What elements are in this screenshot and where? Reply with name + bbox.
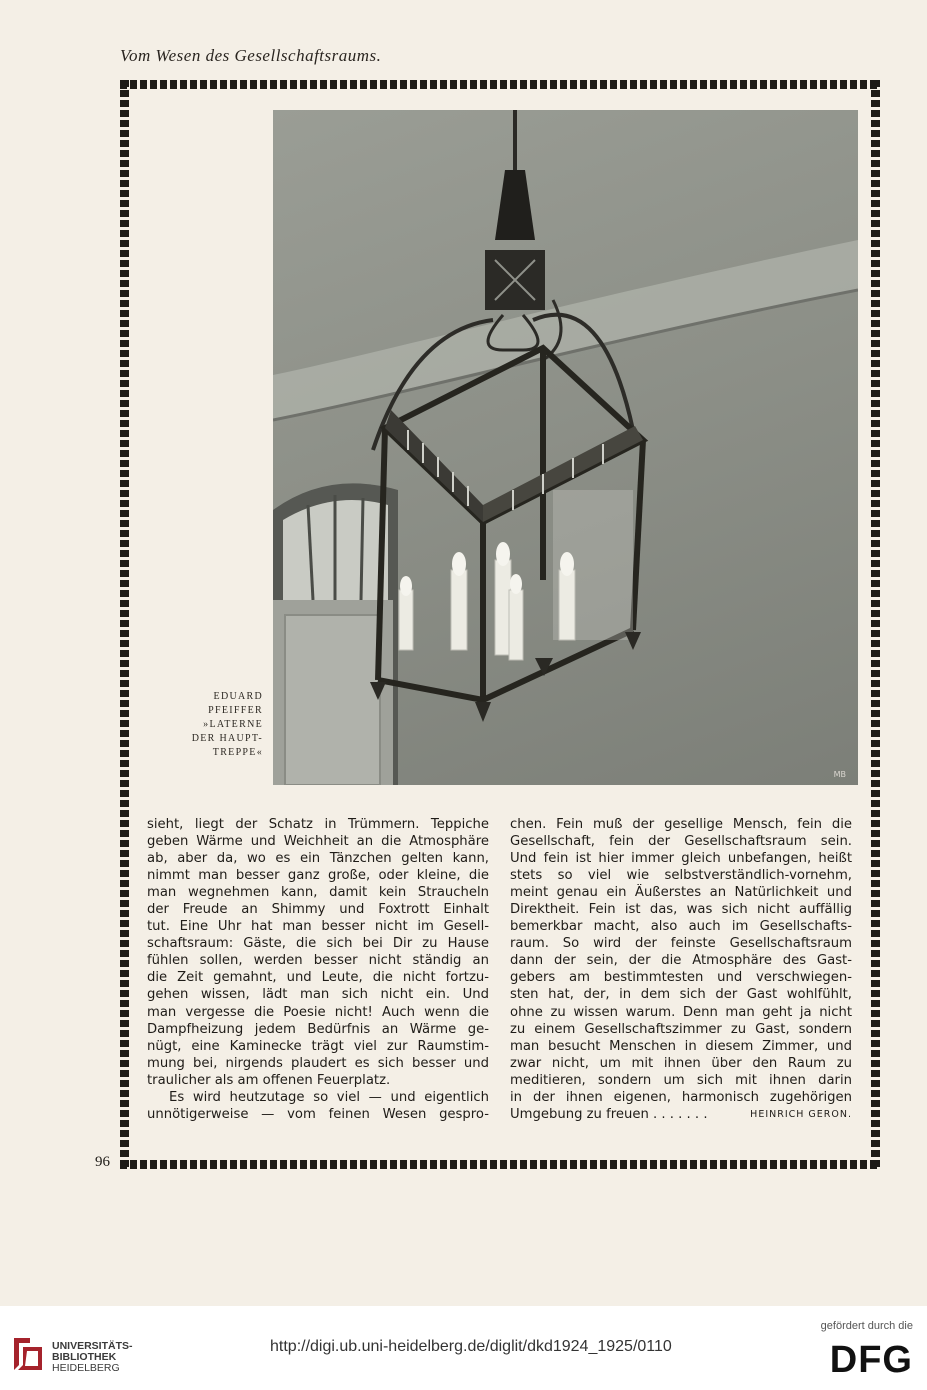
caption-line: EDUARD [213,691,263,702]
text-line: man vergesse die Poesie nicht! Auch wenn die [147,1004,489,1020]
text-line: unnötigerweise — vom feinen Wesen gespro- [147,1106,489,1122]
university-library-name [52,1341,133,1374]
library-name-line: UNIVERSITÄTS- [52,1340,133,1352]
text-line: man wegnehmen kann, damit kein Straucheln [147,885,489,901]
figure-caption [160,690,263,760]
text-line: zwar nicht, um mit ihnen über den Raum zu [510,1055,852,1071]
permalink-url[interactable]: http://digi.ub.uni-heidelberg.de/diglit/dkd1924_1925/0110 [270,1338,672,1355]
left-text-column [147,816,489,1123]
frame-top-border [120,80,880,89]
text-line: nimmt man besser ganz große, oder kleine, die [147,868,489,884]
text-line: Und fein ist hier immer gleich unbefangen, heißt [510,851,852,867]
text-line: schaftsraum: Gäste, die sich bei Dir zu Hause [147,936,489,952]
text-line: fühlen sollen, werden besser nicht ständig an [147,953,489,969]
university-library-logo-icon[interactable] [10,1336,46,1372]
text-line: Gesellschaft, fein der Gesellschaftsraum sein. [510,834,852,850]
text-line: meint genau ein Äußerstes an Natürlichkeit und [510,885,852,901]
text-line: traulicher als am offenen Feuerplatz. [147,1072,391,1088]
text-line: dann der sein, der die Atmosphäre des Gast- [510,953,852,969]
author-signature: HEINRICH GERON. [750,1108,852,1120]
lantern-photograph [273,110,858,785]
text-line: sieht, liegt der Schatz in Trümmern. Teppiche [147,817,489,832]
text-line: sten hat, der, in dem sich der Gast wohlfühlt, [510,987,852,1003]
text-line: chen. Fein muß der gesellige Mensch, fein die [510,817,852,832]
running-title: Vom Wesen des Gesellschaftsraums. [120,46,382,65]
text-line: gebers am bestimmtesten und verschwiegen- [510,970,852,986]
frame-right-border [871,80,880,1169]
library-name-line: BIBLIOTHEK [52,1351,117,1363]
text-line: der Freude an Shimmy und Foxtrott Einhalt [147,902,489,918]
text-line: gehen wissen, lädt man sich nicht ein. Und [147,987,489,1003]
text-line: raum. So wird der feinste Gesellschaftsraum [510,936,852,952]
right-text-column [510,816,852,1123]
page-number: 96 [95,1154,110,1170]
frame-left-border [120,80,129,1169]
text-line: Umgebung zu freuen . . . . . . . [510,1106,708,1122]
photo-monogram: MB [833,770,846,779]
caption-line: TREPPE« [212,747,263,758]
text-line: ohne zu wissen warum. Denn man geht ja nicht [510,1004,852,1020]
text-line: Es wird heutzutage so viel — und eigentlich [169,1089,489,1105]
caption-line: »LATERNE [203,719,263,730]
dfg-logo[interactable]: DFG [829,1339,913,1381]
text-line: mung bei, nirgends plaudert es sich besser und [147,1055,489,1071]
text-line: bemerkbar macht, also auch im Gesellschafts- [510,919,852,935]
text-line: nügt, eine Kaminecke trägt viel zur Raumstim- [147,1038,489,1054]
funding-note: gefördert durch die [820,1320,913,1332]
text-line: ab, aber da, wo es ein Tänzchen gelten kann, [147,851,489,867]
text-line: stets so viel wie selbstverständlich-vornehm, [510,868,852,884]
text-line: meditieren, sondern um sich mit ihnen darin [510,1072,852,1088]
frame-bottom-border [120,1160,880,1169]
library-name-line: HEIDELBERG [52,1362,120,1374]
text-line: tut. Eine Uhr hat man besser nicht im Gesell- [147,919,489,935]
text-line: in der ihnen eigenen, harmonisch zugehörigen [510,1089,852,1105]
caption-line: DER HAUPT- [191,733,263,744]
text-line: zu einem Gesellschaftszimmer zu Gast, sondern [510,1021,852,1037]
text-line: Direktheit. Fein ist das, was sich nicht auffällig [510,902,852,918]
text-line: die Zeit gemahnt, und Leute, die nicht fortzu- [147,970,489,986]
text-line: geben Wärme und Weichheit an die Atmosphäre [147,834,489,850]
text-line: Dampfheizung jedem Bedürfnis an Wärme ge- [147,1021,489,1037]
library-footer [0,1306,927,1390]
caption-line: PFEIFFER [208,705,263,716]
text-line: man besucht Menschen in diesem Zimmer, und [510,1038,852,1054]
last-text-line [510,1106,852,1123]
lantern-illustration [273,110,858,785]
